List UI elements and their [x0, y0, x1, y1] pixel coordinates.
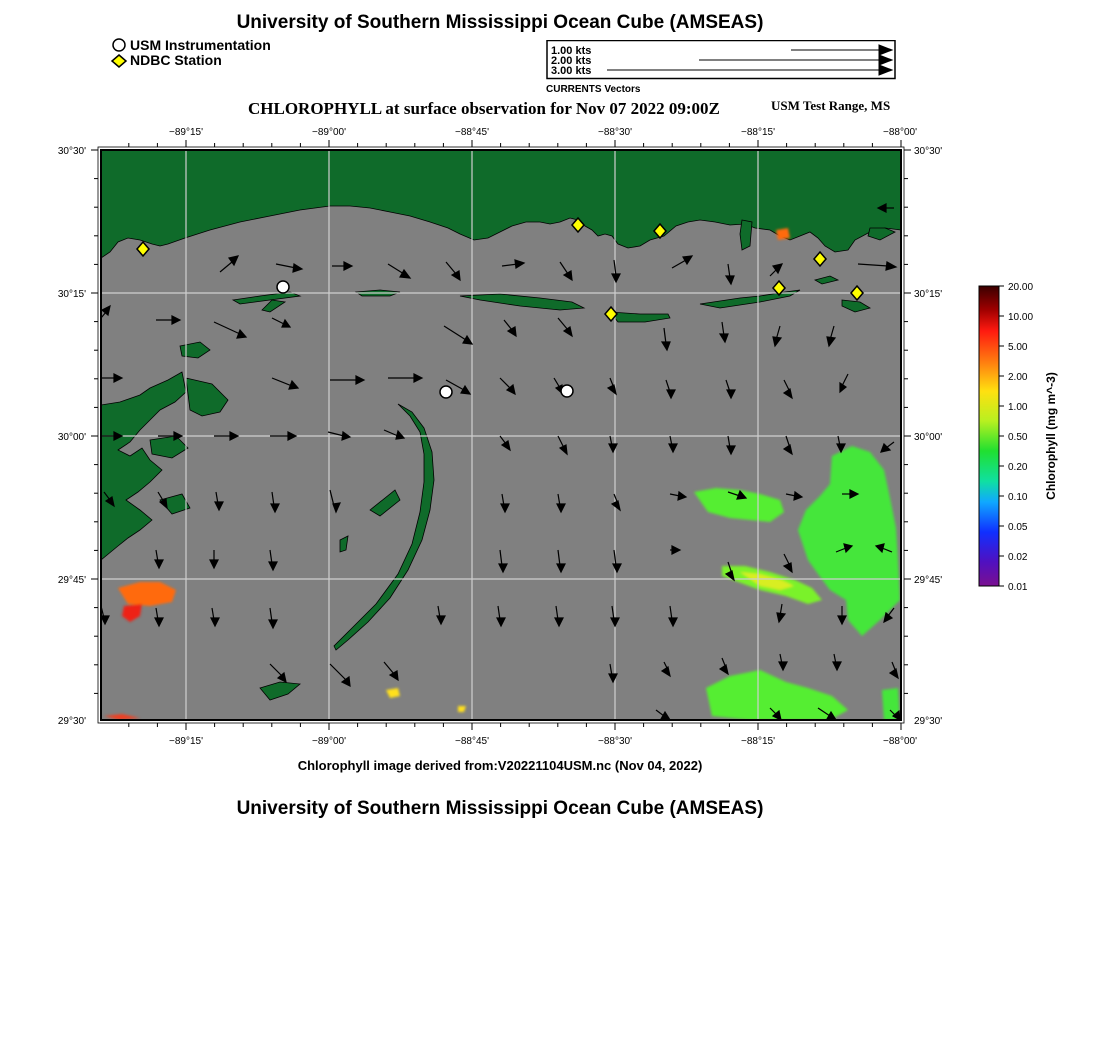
colorbar-tick-label: 0.50	[1008, 432, 1028, 443]
lon-tick-label: −88°00'	[883, 127, 917, 138]
lat-tick-label: 29°45'	[914, 575, 943, 586]
colorbar-tick-label: 0.05	[1008, 522, 1028, 533]
current-key-row: 2.00 kts	[551, 55, 592, 67]
colorbar-tick-label: 20.00	[1008, 282, 1034, 293]
colorbar-tick-label: 2.00	[1008, 372, 1028, 383]
lat-tick-label: 29°30'	[914, 716, 943, 727]
colorbar-tick-label: 5.00	[1008, 342, 1028, 353]
current-key-box	[546, 40, 896, 80]
colorbar-ramp	[979, 286, 999, 586]
lon-tick-label: −89°00'	[312, 127, 346, 138]
lat-tick-label: 30°30'	[57, 146, 86, 157]
lat-labels-left	[58, 146, 86, 727]
colorbar	[975, 280, 1075, 595]
lon-labels-top	[169, 127, 917, 138]
range-label: USM Test Range, MS	[771, 98, 891, 113]
ndbc-station-icon	[112, 55, 126, 67]
colorbar-tick-label: 0.02	[1008, 552, 1028, 563]
lon-tick-label: −88°30'	[598, 736, 632, 747]
lon-tick-label: −89°15'	[169, 127, 203, 138]
current-key-row: 3.00 kts	[551, 65, 592, 77]
map-title: CHLOROPHYLL at surface observation for Nov 07 2022 09:00Z	[248, 99, 720, 118]
lon-labels-bottom	[169, 736, 917, 747]
legend-usm-label: USM Instrumentation	[130, 37, 271, 53]
lat-tick-label: 30°00'	[57, 432, 86, 443]
lat-tick-label: 29°30'	[57, 716, 86, 727]
lat-labels-right	[914, 146, 942, 727]
current-key-label: CURRENTS Vectors	[546, 84, 641, 95]
lon-tick-label: −88°45'	[455, 736, 489, 747]
current-key-row: 1.00 kts	[551, 45, 592, 57]
usm-instrument-marker[interactable]	[561, 385, 573, 397]
lon-tick-label: −89°15'	[169, 736, 203, 747]
usm-instrument-icon	[113, 39, 125, 51]
usm-instrument-marker[interactable]	[277, 281, 289, 293]
footer-title: University of Southern Mississippi Ocean Cube (AMSEAS)	[236, 798, 764, 819]
map	[40, 120, 960, 750]
colorbar-tick-label: 0.10	[1008, 492, 1028, 503]
lat-tick-label: 30°15'	[57, 289, 86, 300]
source-caption: Chlorophyll image derived from:V20221104USM.nc (Nov 04, 2022)	[297, 758, 703, 773]
page-title: University of Southern Mississippi Ocean Cube (AMSEAS)	[236, 12, 764, 33]
lat-tick-label: 30°00'	[914, 432, 943, 443]
lon-tick-label: −88°30'	[598, 127, 632, 138]
colorbar-tick-label: 1.00	[1008, 402, 1028, 413]
lat-tick-label: 29°45'	[57, 575, 86, 586]
lon-tick-label: −88°15'	[741, 127, 775, 138]
lat-tick-label: 30°30'	[914, 146, 943, 157]
usm-instrument-marker[interactable]	[440, 386, 452, 398]
colorbar-tick-label: 10.00	[1008, 312, 1034, 323]
land-island	[740, 220, 752, 250]
colorbar-title: Chlorophyll (mg m^-3)	[1044, 372, 1058, 500]
lat-tick-label: 30°15'	[914, 289, 943, 300]
colorbar-ticks	[999, 286, 1004, 586]
colorbar-labels	[1008, 282, 1033, 593]
legend-ndbc-label: NDBC Station	[130, 52, 222, 68]
lon-tick-label: −88°00'	[883, 736, 917, 747]
lon-tick-label: −88°45'	[455, 127, 489, 138]
lon-tick-label: −88°15'	[741, 736, 775, 747]
lon-tick-label: −89°00'	[312, 736, 346, 747]
colorbar-tick-label: 0.01	[1008, 582, 1028, 593]
colorbar-tick-label: 0.20	[1008, 462, 1028, 473]
